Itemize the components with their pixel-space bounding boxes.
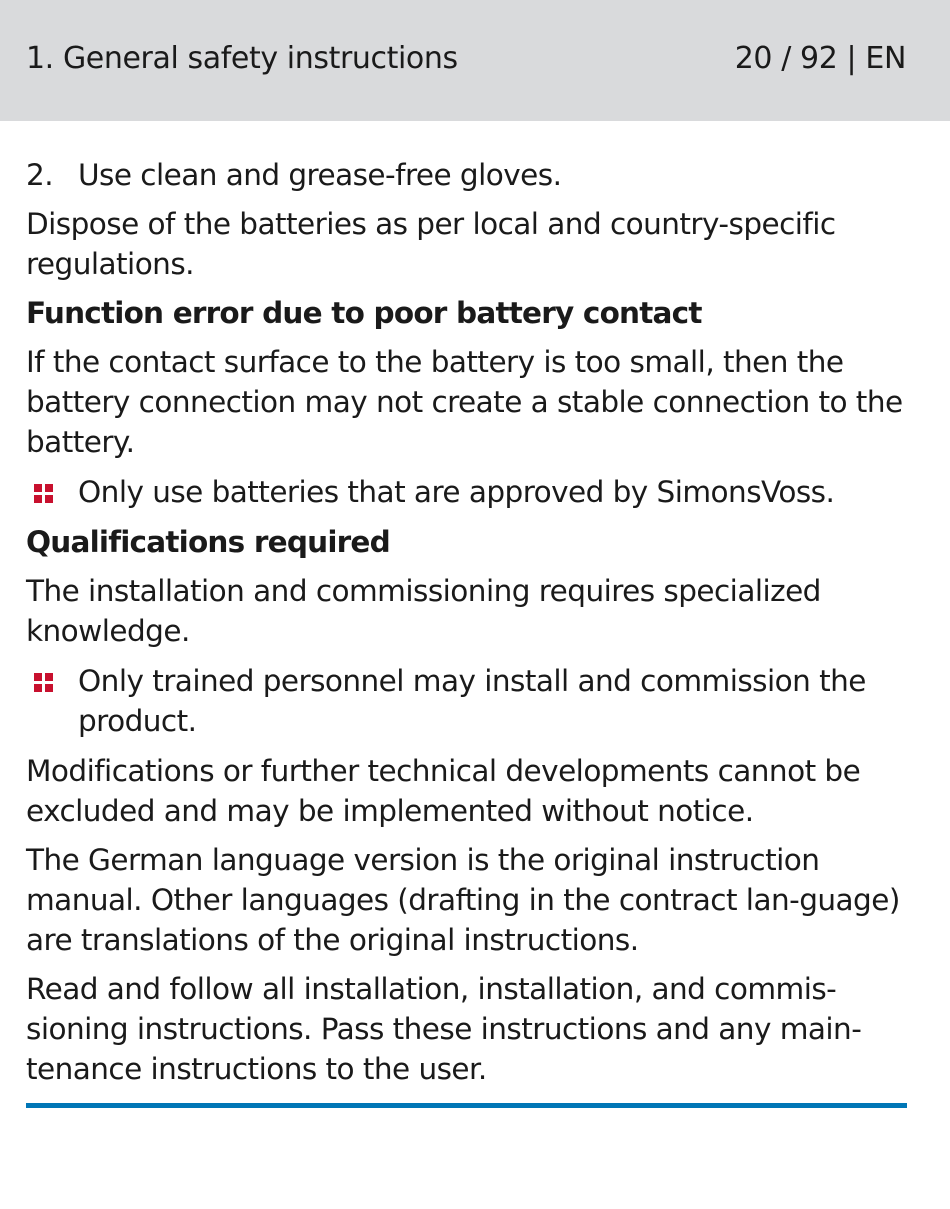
bullet-text: Only use batteries that are approved by SimonsVoss. — [78, 475, 835, 509]
qualifications-paragraph: The installation and commissioning requires specialized knowledge. — [26, 574, 821, 648]
step-number: 2. — [26, 158, 54, 192]
dispose-paragraph: Dispose of the batteries as per local and country-specific regulations. — [26, 207, 836, 281]
section-title: 1. General safety instructions — [26, 41, 458, 76]
qualifications-heading: Qualifications required — [26, 525, 390, 559]
document-body — [26, 155, 907, 1098]
red-bullet-icon — [26, 661, 78, 701]
red-bullet-icon — [26, 472, 78, 512]
page-header — [0, 0, 950, 121]
bullet-text: Only trained personnel may install and commission the product. — [78, 664, 866, 738]
bullet-item — [26, 472, 907, 512]
battery-contact-paragraph: If the contact surface to the battery is too small, then the battery connection may not create a stable connection to the battery. — [26, 345, 903, 459]
section-divider — [26, 1103, 907, 1108]
bullet-item — [26, 661, 907, 741]
language-paragraph: The German language version is the original instruction manual. Other languages (drafting in the contract lan-guage) are translations of the original instructions. — [26, 843, 900, 957]
step-text: Use clean and grease-free gloves. — [78, 158, 562, 192]
battery-contact-heading: Function error due to poor battery contact — [26, 296, 702, 330]
read-follow-paragraph: Read and follow all installation, installation, and commis-sioning instructions. Pass these instructions and any main-tenance instructions to the user. — [26, 972, 862, 1086]
page-number: 20 / 92 | EN — [734, 41, 906, 76]
modifications-paragraph: Modifications or further technical developments cannot be excluded and may be implemented without notice. — [26, 754, 861, 828]
numbered-step — [26, 155, 907, 195]
